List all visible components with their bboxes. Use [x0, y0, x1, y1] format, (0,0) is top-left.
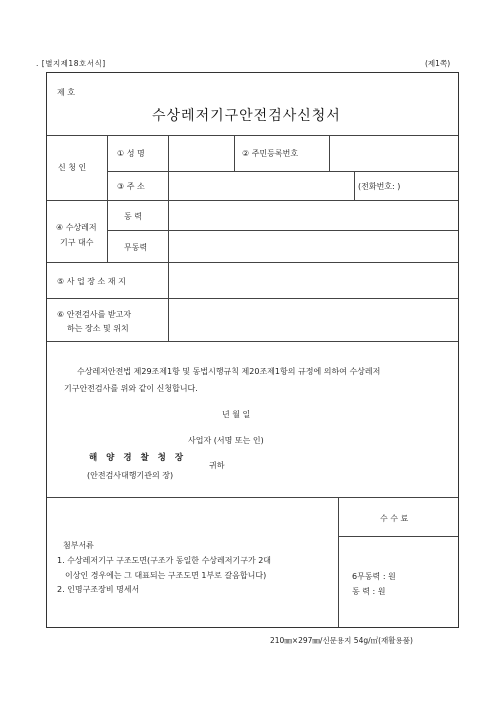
name-label: ① 성 명 [117, 149, 145, 158]
recipient-note: (안전검사대행기관의 장) [87, 471, 174, 480]
recipient-suffix: 귀하 [209, 461, 225, 470]
form-number-label: 제 호 [57, 88, 75, 97]
divider [234, 135, 235, 171]
divider [107, 171, 458, 172]
divider [47, 262, 458, 263]
form-frame [46, 72, 459, 628]
business-location-label: ⑤ 사 업 장 소 재 지 [57, 277, 126, 286]
divider [329, 135, 330, 171]
statement-line-1: 수상레저안전법 제29조제1항 및 동법시행규칙 제20조제1항의 규정에 의하여 수상레저 [77, 367, 381, 376]
inspection-place-label-2: 하는 장소 및 위치 [67, 324, 129, 333]
fee-unpowered: 6무동력 : 원 [352, 572, 396, 581]
paper-spec-footer: 210㎜×297㎜/신문용지 54g/㎡(재활용품) [270, 636, 413, 645]
vessel-count-label: ④ 수상레저 [56, 223, 97, 232]
applicant-section-label: 신 청 인 [58, 163, 87, 172]
divider [47, 341, 458, 342]
date-line: 년 월 일 [222, 410, 251, 419]
applicant-signature: 사업자 (서명 또는 인) [188, 436, 264, 445]
form-title: 수상레저기구안전검사신청서 [152, 108, 341, 124]
divider [107, 230, 458, 231]
resident-id-label: ② 주민등록번호 [242, 149, 299, 158]
divider [338, 536, 458, 537]
inspection-place-label: ⑥ 안전검사를 받고자 [57, 310, 132, 319]
attachment-item-1-cont: 이상인 경우에는 그 대표되는 구조도면 1부로 갈음합니다) [65, 571, 267, 580]
powered-label: 동 력 [124, 212, 142, 221]
phone-label: (전화번호: ) [358, 182, 401, 191]
divider [107, 135, 108, 262]
divider [47, 298, 458, 299]
divider [47, 200, 458, 201]
recipient: 해 양 경 찰 청 장 [89, 453, 187, 463]
form-reference: . [별지제18호서식] [36, 59, 106, 68]
address-label: ③ 주 소 [117, 182, 145, 191]
statement-line-2: 기구안전검사를 위와 같이 신청합니다. [64, 384, 198, 393]
divider [168, 135, 169, 341]
attachments-heading: 첨부서류 [63, 541, 94, 550]
attachment-item-1: 1. 수상레저기구 구조도면(구조가 동일한 수상레저기구가 2대 [57, 556, 272, 565]
page-reference: (제1쪽) [425, 59, 451, 68]
unpowered-label: 무동력 [124, 243, 148, 252]
attachment-item-2: 2. 인명구조장비 명세서 [57, 585, 140, 594]
divider [47, 135, 458, 136]
vessel-count-label-2: 기구 대수 [60, 238, 94, 247]
fee-heading: 수 수 료 [380, 514, 409, 523]
divider [338, 497, 339, 627]
divider [354, 171, 355, 200]
fee-powered: 동 력 : 원 [352, 587, 386, 596]
divider [47, 497, 458, 498]
